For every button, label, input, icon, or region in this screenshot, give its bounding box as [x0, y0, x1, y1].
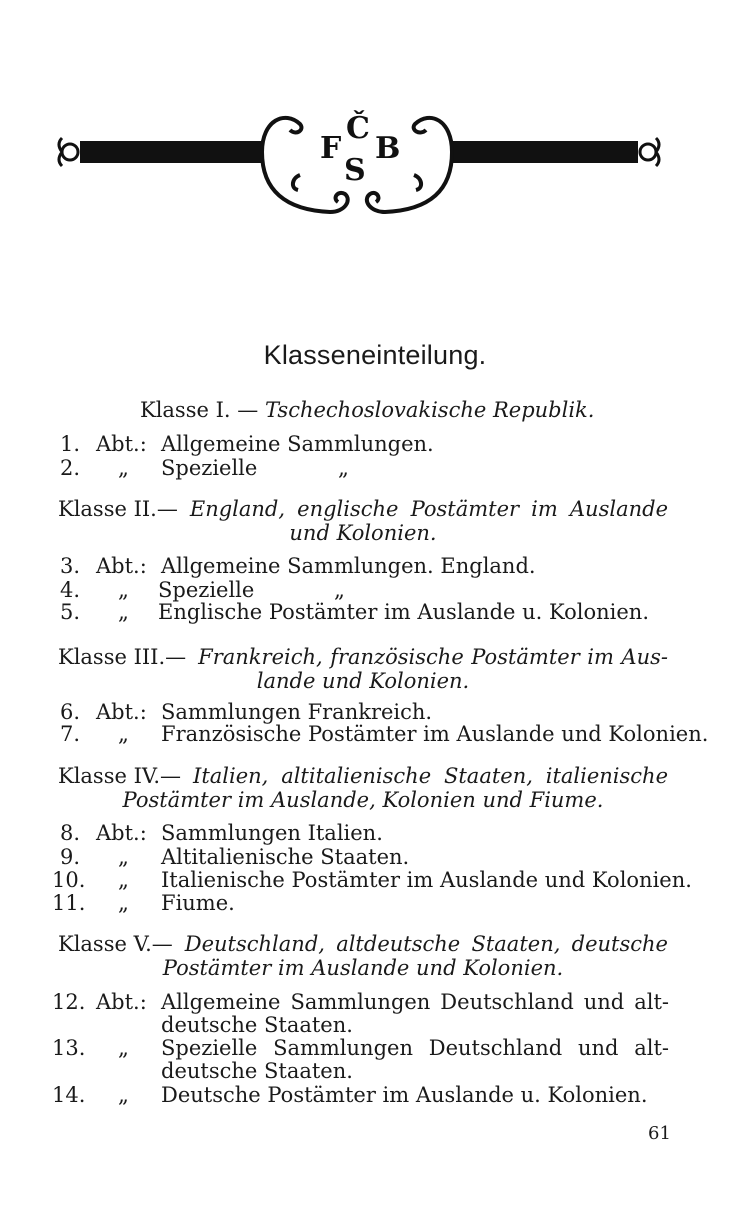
page-number: 61 — [648, 1123, 671, 1144]
entry-abt: „ — [118, 868, 129, 892]
klasse-dash: — — [165, 645, 187, 669]
entry-number: 7. — [59, 722, 80, 746]
entry-text: Fiume. — [161, 891, 235, 915]
klasse-dash: — — [156, 497, 178, 521]
klasse-dash: — — [160, 764, 182, 788]
page-title: Klasseneinteilung. — [263, 340, 487, 370]
entry-text: Allgemeine Sammlungen. England. — [161, 554, 536, 578]
entry-abt: „ — [118, 845, 129, 869]
klasse-name: England, englische Postämter im Auslande — [189, 497, 668, 521]
klasse-name: Deutschland, altdeutsche Staaten, deutsche — [184, 932, 668, 956]
klasse-label: Klasse III. — [58, 645, 166, 669]
entry-abt: „ — [118, 891, 129, 915]
klasse-5-heading — [58, 932, 668, 980]
entry-abt: „ — [118, 578, 129, 602]
entry-abt: „ — [118, 1083, 129, 1107]
entry-number: 4. — [59, 578, 80, 602]
entry-text: Spezielle — [161, 456, 258, 480]
entry-abt: „ — [118, 1036, 129, 1060]
entry-text: Sammlungen Frankreich. — [161, 700, 433, 724]
entry-number: 9. — [59, 845, 80, 869]
entry-text: Englische Postämter im Auslande u. Kolonien. — [158, 600, 649, 624]
svg-text:B: B — [375, 131, 401, 166]
klasse-label: Klasse II. — [58, 497, 157, 521]
entry-text: Spezielle Sammlungen Deutschland und alt- — [161, 1036, 669, 1060]
entry-abt: Abt.: — [96, 432, 147, 456]
entry-text: Allgemeine Sammlungen Deutschland und alt- — [161, 990, 669, 1014]
svg-text:F: F — [320, 131, 342, 166]
entry-ditto: „ — [334, 578, 345, 602]
entry-abt: Abt.: — [96, 554, 147, 578]
klasse-name-line2: Postämter im Auslande, Kolonien und Fiume. — [122, 788, 604, 812]
entry-number: 8. — [59, 821, 80, 845]
svg-text:S: S — [344, 153, 366, 188]
entry-text: Altitalienische Staaten. — [161, 845, 410, 869]
klasse-name-line2: und Kolonien. — [289, 521, 437, 545]
entry-number: 6. — [59, 700, 80, 724]
klasse-dash: — — [237, 398, 259, 422]
entry-text-continued: deutsche Staaten. — [161, 1059, 353, 1083]
klasse-dash: — — [151, 932, 173, 956]
entry-text-continued: deutsche Staaten. — [161, 1013, 353, 1037]
svg-text:Č: Č — [346, 111, 370, 146]
entry-text: Allgemeine Sammlungen. — [161, 432, 434, 456]
klasse-4-heading — [58, 764, 668, 812]
header-ornament — [0, 80, 750, 230]
entry-text: Deutsche Postämter im Auslande u. Kolonien. — [161, 1083, 648, 1107]
klasse-name: Tschechoslovakische Republik. — [264, 398, 595, 422]
entry-text: Französische Postämter im Auslande und Kolonien. — [161, 722, 709, 746]
klasse-name-line2: lande und Kolonien. — [256, 669, 470, 693]
entry-ditto: „ — [338, 456, 349, 480]
entry-number: 2. — [59, 456, 80, 480]
entry-number: 12. — [52, 990, 86, 1014]
klasse-2-heading — [58, 497, 668, 545]
entry-number: 3. — [59, 554, 80, 578]
klasse-name-line2: Postämter im Auslande und Kolonien. — [162, 956, 564, 980]
entry-number: 11. — [52, 891, 86, 915]
entry-text: Sammlungen Italien. — [161, 821, 383, 845]
entry-number: 1. — [59, 432, 80, 456]
entry-abt: „ — [118, 456, 129, 480]
entry-number: 14. — [52, 1083, 86, 1107]
entry-abt: „ — [118, 722, 129, 746]
entry-abt: „ — [118, 600, 129, 624]
entry-abt: Abt.: — [96, 821, 147, 845]
entry-number: 13. — [52, 1036, 86, 1060]
klasse-label: Klasse V. — [58, 932, 152, 956]
entry-text: Spezielle — [158, 578, 255, 602]
entry-abt: Abt.: — [96, 700, 147, 724]
klasse-1-heading — [140, 398, 594, 422]
klasse-3-heading — [58, 645, 668, 693]
entry-abt: Abt.: — [96, 990, 147, 1014]
klasse-name: Italien, altitalienische Staaten, italienische — [193, 764, 668, 788]
entry-number: 5. — [59, 600, 80, 624]
klasse-label: Klasse I. — [140, 398, 231, 422]
klasse-name: Frankreich, französische Postämter im Aus- — [198, 645, 668, 669]
entry-number: 10. — [52, 868, 86, 892]
entry-text: Italienische Postämter im Auslande und Kolonien. — [161, 868, 692, 892]
klasse-label: Klasse IV. — [58, 764, 161, 788]
